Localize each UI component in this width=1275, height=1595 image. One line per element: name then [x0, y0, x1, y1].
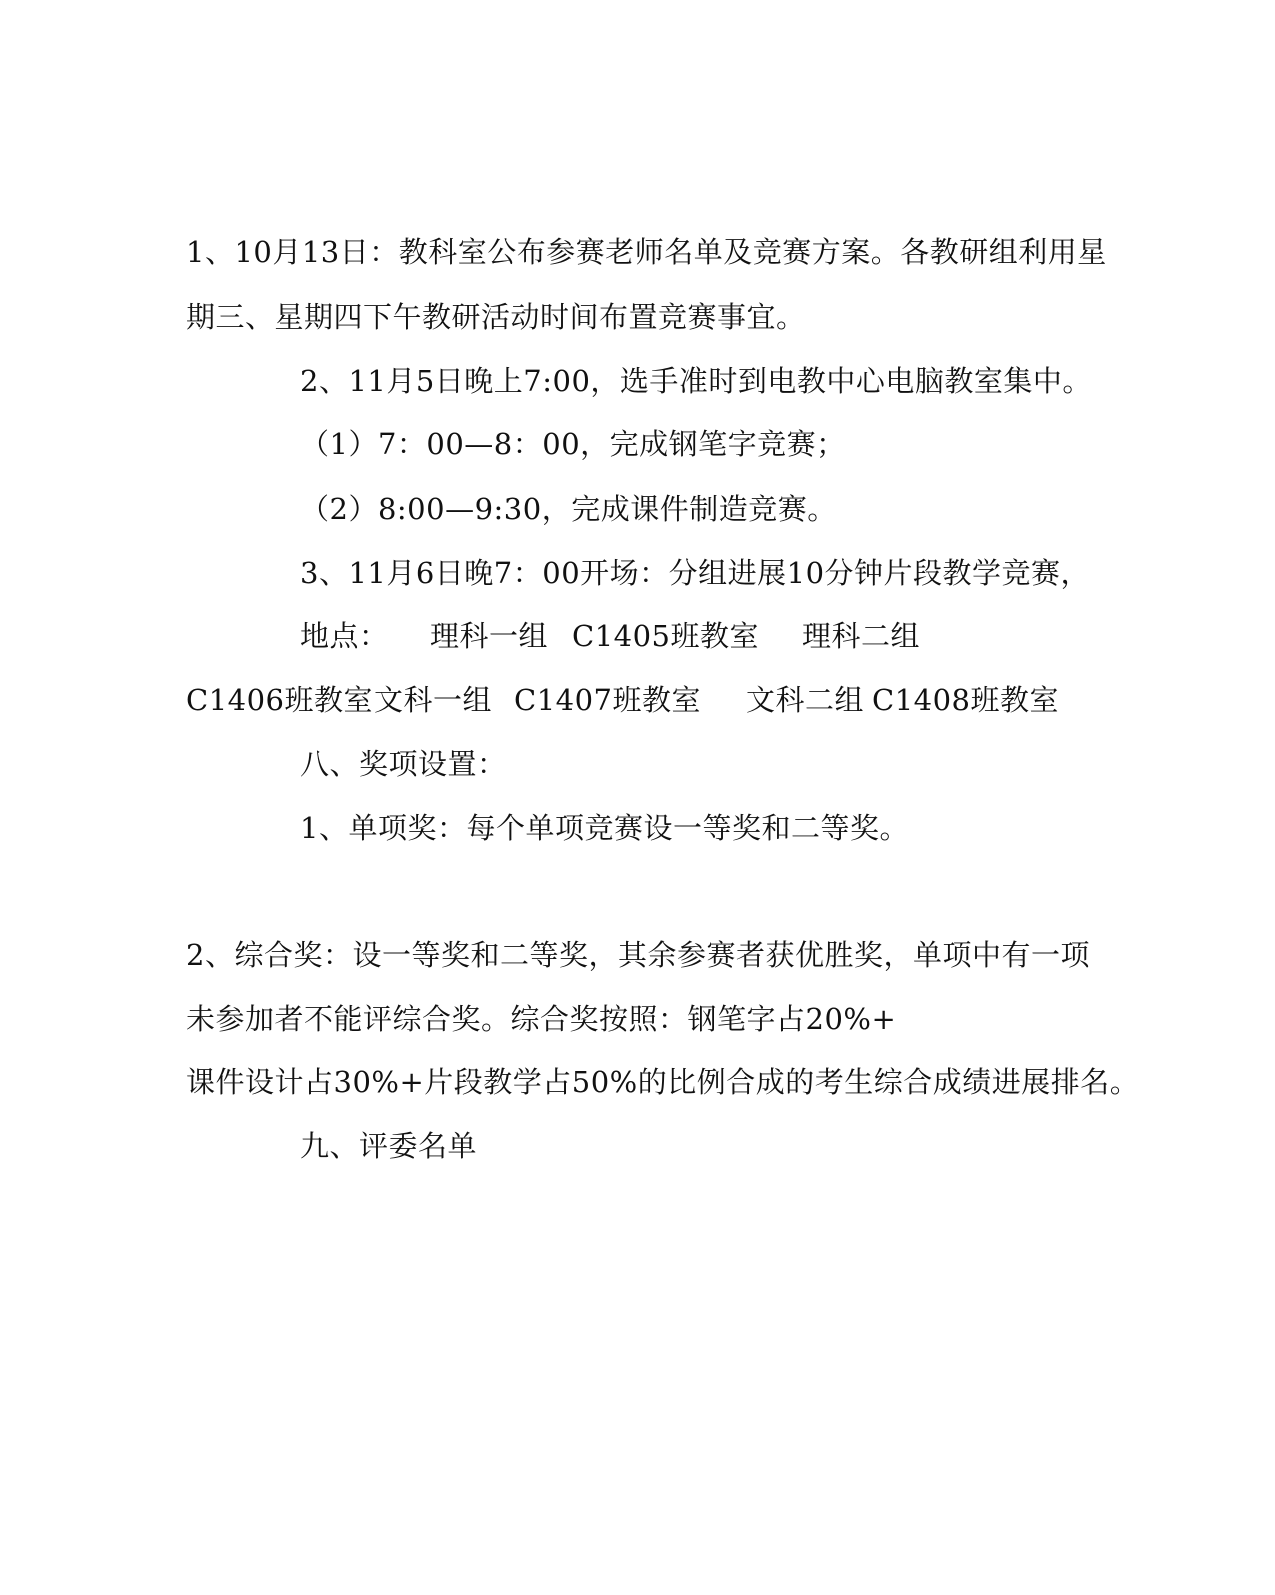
section-heading: 九、评委名单: [300, 1129, 478, 1163]
paragraph-line: 2、综合奖：设一等奖和二等奖，其余参赛者获优胜奖，单项中有一项: [186, 938, 1090, 972]
paragraph-line: 未参加者不能评综合奖。综合奖按照：钢笔字占20%+: [186, 1002, 897, 1036]
location-line: [0, 616, 1275, 656]
paragraph-line: 课件设计占30%+片段教学占50%的比例合成的考生综合成绩进展排名。: [186, 1065, 1140, 1099]
paragraph-line: 3、11月6日晚7：00开场：分组进展10分钟片段教学竞赛，: [300, 556, 1091, 590]
paragraph-line: 期三、星期四下午教研活动时间布置竞赛事宜。: [186, 300, 806, 334]
location-line: [0, 680, 1275, 720]
location-label: 地点：: [300, 619, 389, 653]
paragraph-line: （2）8:00—9:30，完成课件制造竞赛。: [300, 492, 837, 526]
location-room: C1408班教室: [872, 683, 1059, 717]
location-room: C1407班教室: [514, 683, 701, 717]
section-heading: 八、奖项设置：: [300, 747, 507, 781]
location-room: C1406班教室: [186, 683, 373, 717]
paragraph-line: 1、10月13日：教科室公布参赛老师名单及竞赛方案。各教研组利用星: [186, 235, 1107, 269]
paragraph-line: 1、单项奖：每个单项竞赛设一等奖和二等奖。: [300, 811, 909, 845]
location-group: 文科二组: [746, 683, 865, 717]
paragraph-line: 2、11月5日晚上7:00，选手准时到电教中心电脑教室集中。: [300, 364, 1092, 398]
location-group: 理科一组: [430, 619, 549, 653]
location-group: 文科一组: [374, 683, 493, 717]
paragraph-line: （1）7：00—8：00，完成钢笔字竞赛；: [300, 427, 846, 461]
location-group: 理科二组: [802, 619, 921, 653]
location-room: C1405班教室: [572, 619, 759, 653]
